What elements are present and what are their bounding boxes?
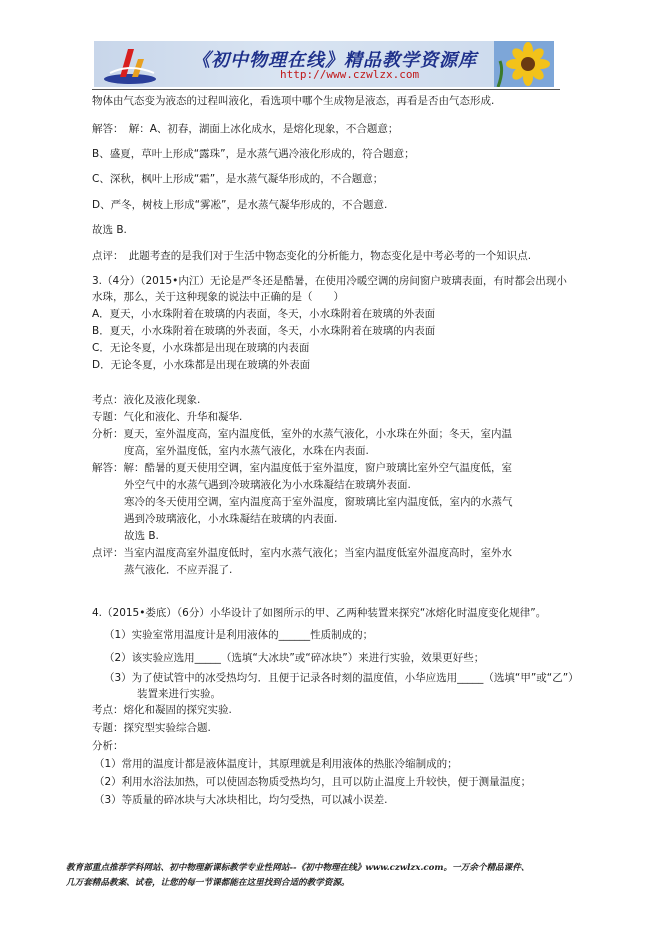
text-line: B、盛夏，草叶上形成“露珠”，是水蒸气遇冷液化形成的，符合题意；	[92, 148, 415, 160]
question-stem: 4.（2015•娄底）（6分）小华设计了如图所示的甲、乙两种装置来探究“冰熔化时温度变化规律”。	[92, 607, 547, 619]
question-stem: 水珠，那么，关于这种现象的说法中正确的是（ ）	[92, 291, 344, 303]
text-line: 点评：当室内温度高室外温度低时，室内水蒸气液化；当室内温度低室外温度高时，室外水	[92, 547, 512, 559]
header-divider	[92, 89, 560, 90]
logo-icon	[98, 43, 162, 85]
sub-question: 装置来进行实验。	[137, 688, 221, 700]
option-d: D．无论冬夏，小水珠都是出现在玻璃的外表面	[92, 359, 311, 371]
text-line: 点评： 此题考查的是我们对于生活中物态变化的分析能力，物态变化是中考必考的一个知识点.	[92, 250, 532, 262]
text-line: D、严冬，树枝上形成“雾凇”，是水蒸气凝华形成的，不合题意.	[92, 199, 388, 211]
option-c: C．无论冬夏，小水珠都是出现在玻璃的内表面	[92, 342, 310, 354]
text-line: （1）常用的温度计都是液体温度计，其原理就是利用液体的热胀冷缩制成的；	[94, 758, 458, 770]
text-line: 专题：探究型实验综合题.	[92, 722, 211, 734]
text-line: 分析：夏天，室外温度高，室内温度低，室外的水蒸气液化，小水珠在外面；冬天，室内温	[92, 428, 512, 440]
text-line: 故选 B.	[124, 530, 159, 542]
text-line: 考点：熔化和凝固的探究实验.	[92, 704, 232, 716]
text-line: 故选 B.	[92, 224, 127, 236]
text-line: 度高，室外温度低，室内水蒸气液化，水珠在内表面.	[124, 445, 369, 457]
text-line: 解答：解：酷暑的夏天使用空调，室内温度低于室外温度，窗户玻璃比室外空气温度低，室	[92, 462, 512, 474]
text-line: 考点：液化及液化现象.	[92, 394, 201, 406]
banner-url[interactable]: http://www.czwlzx.com	[280, 68, 420, 81]
sunflower-icon	[494, 41, 554, 87]
footer-line: 几万套精品教案、试卷，让您的每一节课都能在这里找到合适的教学资源。	[66, 878, 350, 888]
text-line: 物体由气态变为液态的过程叫液化，看选项中哪个生成物是液态，再看是否由气态形成.	[92, 95, 495, 107]
page-footer	[66, 861, 606, 891]
footer-line: 教育部重点推荐学科网站、初中物理新课标教学专业性网站--《初中物理在线》www.czwlzx.com。一万余个精品课件、	[66, 863, 530, 873]
text-line: 解答： 解：A、初春，湖面上冰化成水，是熔化现象，不合题意；	[92, 123, 399, 135]
sub-question: （1）实验室常用温度计是利用液体的______性质制成的；	[104, 629, 374, 641]
text-line: 遇到冷玻璃液化，小水珠凝结在玻璃的内表面.	[124, 513, 338, 525]
text-line: 分析：	[92, 740, 124, 752]
text-line: （2）利用水浴法加热，可以使固态物质受热均匀，且可以防止温度上升较快，便于测量温度；	[94, 776, 532, 788]
text-line: 专题：气化和液化、升华和凝华.	[92, 411, 243, 423]
option-a: A．夏天，小水珠附着在玻璃的内表面，冬天，小水珠附着在玻璃的外表面	[92, 308, 436, 320]
option-b: B．夏天，小水珠附着在玻璃的外表面，冬天，小水珠附着在玻璃的内表面	[92, 325, 436, 337]
header-banner	[94, 41, 554, 87]
text-line: 外空气中的水蒸气遇到冷玻璃液化为小水珠凝结在玻璃外表面.	[124, 479, 411, 491]
text-line: （3）等质量的碎冰块与大冰块相比，均匀受热，可以减小误差.	[94, 794, 388, 806]
sub-question: （3）为了使试管中的冰受热均匀．且便于记录各时刻的温度值，小华应选用_____（选填“甲”或“乙”）	[104, 672, 579, 684]
sub-question: （2）该实验应选用_____（选填“大冰块”或“碎冰块”）来进行实验，效果更好些；	[104, 652, 485, 664]
banner-title: 《初中物理在线》精品教学资源库	[192, 50, 477, 71]
text-line: 蒸气液化．不应弄混了.	[124, 564, 233, 576]
text-line: C、深秋，枫叶上形成“霜”，是水蒸气凝华形成的，不合题意；	[92, 173, 384, 185]
question-stem: 3.（4分）（2015•内江）无论是严冬还是酷暑，在使用冷暖空调的房间窗户玻璃表面，有时都会出现小	[92, 275, 567, 287]
text-line: 寒冷的冬天使用空调，室内温度高于室外温度，窗玻璃比室内温度低，室内的水蒸气	[124, 496, 513, 508]
